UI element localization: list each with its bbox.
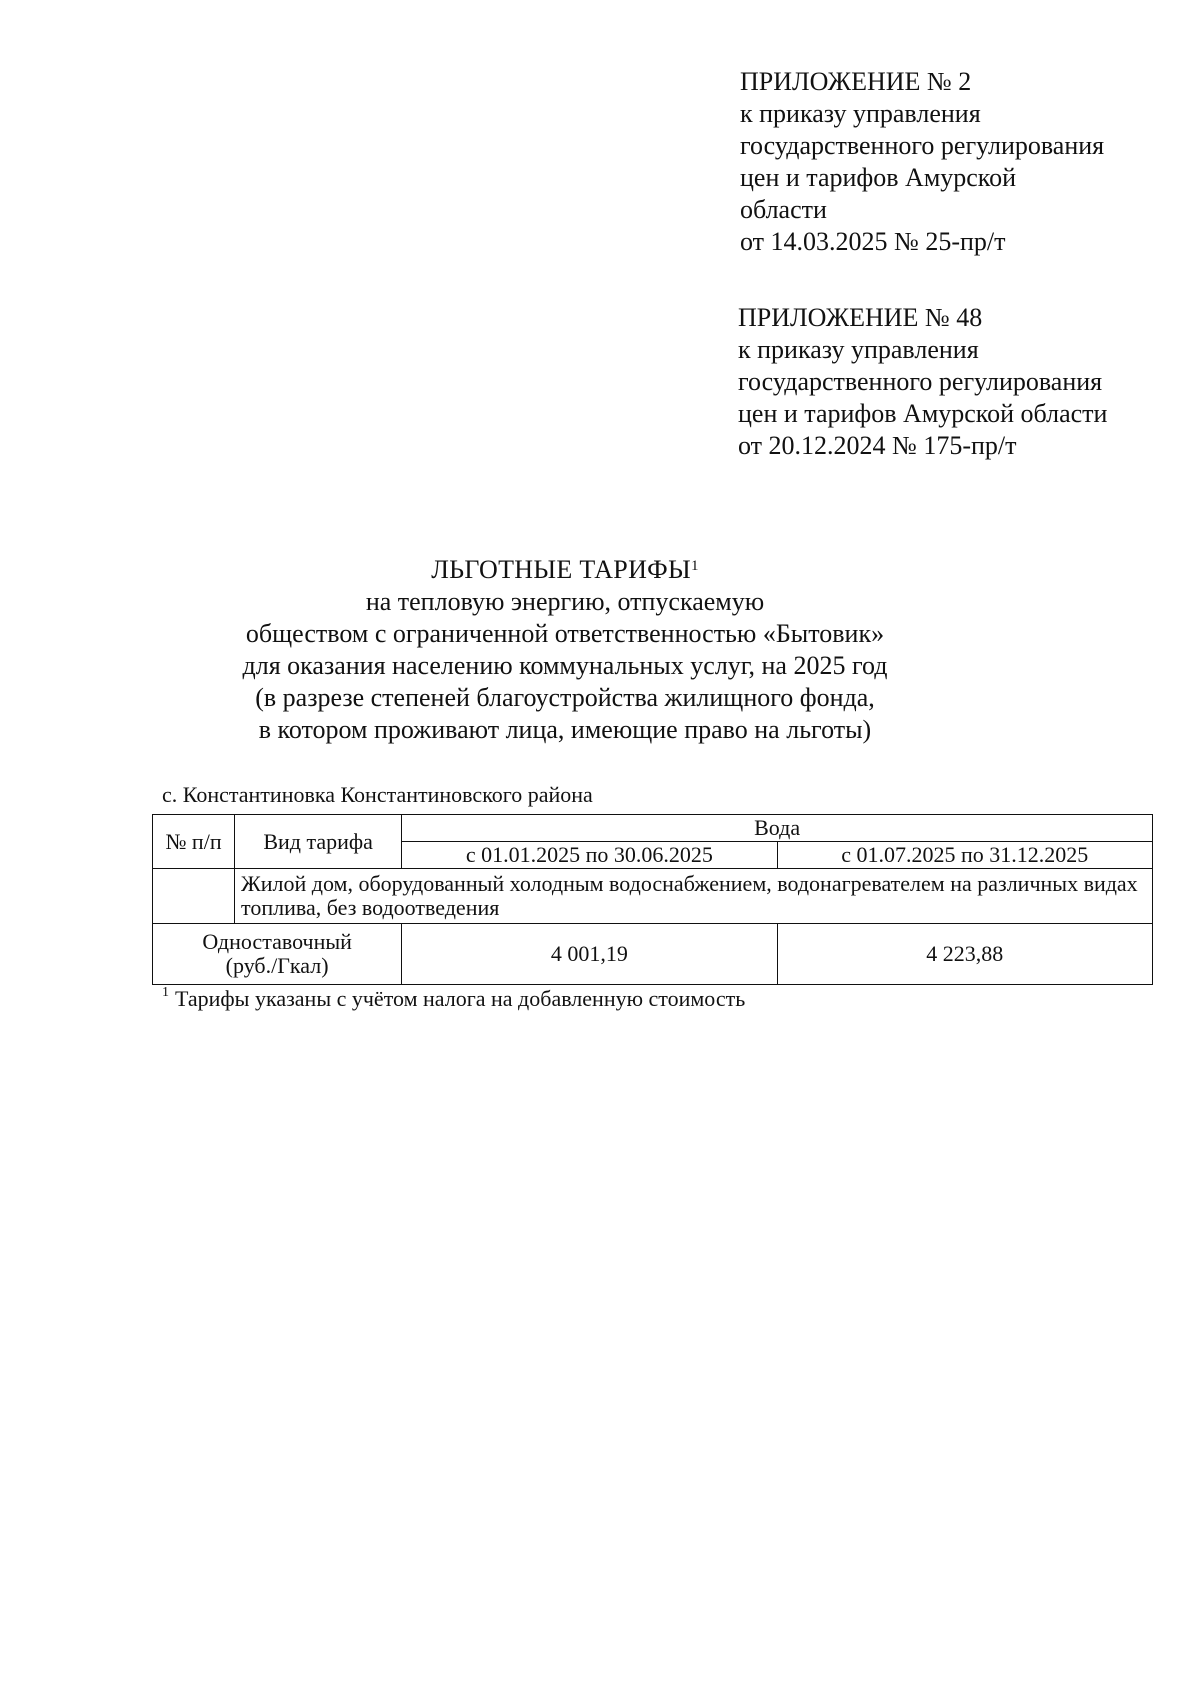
footnote-text: Тарифы указаны с учётом налога на добавленную стоимость bbox=[175, 986, 746, 1011]
header-tariff-kind: Вид тарифа bbox=[235, 815, 402, 869]
appendix-line: цен и тарифов Амурской области bbox=[738, 399, 1108, 428]
appendix-line: государственного регулирования bbox=[740, 131, 1105, 160]
table-header-row bbox=[153, 815, 1153, 842]
tariff-kind-cell bbox=[153, 924, 402, 985]
table-row bbox=[153, 924, 1153, 985]
table-row bbox=[153, 869, 1153, 924]
footnote-mark: 1 bbox=[162, 985, 169, 1000]
appendix-current-header bbox=[740, 66, 1104, 258]
appendix-line: государственного регулирования bbox=[738, 367, 1103, 396]
title-main: ЛЬГОТНЫЕ ТАРИФЫ bbox=[431, 555, 691, 584]
appendix-original-header bbox=[738, 302, 1107, 462]
tariff-table bbox=[152, 814, 1153, 985]
tariff-kind-unit: (руб./Гкал) bbox=[225, 953, 329, 978]
title-line: (в разрезе степеней благоустройства жилищного фонда, bbox=[255, 683, 875, 712]
title-line: для оказания населению коммунальных услуг, на 2025 год bbox=[242, 651, 888, 680]
location-label: с. Константиновка Константиновского района bbox=[162, 782, 593, 807]
header-water-group: Вода bbox=[402, 815, 1153, 842]
appendix-title: ПРИЛОЖЕНИЕ № 48 bbox=[738, 303, 983, 332]
appendix-line: к приказу управления bbox=[738, 335, 979, 364]
appendix-line: области bbox=[740, 195, 827, 224]
title-main-line bbox=[200, 554, 930, 586]
title-footnote-mark: 1 bbox=[690, 558, 699, 574]
description-number-cell bbox=[153, 869, 235, 924]
document-title bbox=[200, 554, 930, 746]
footnote bbox=[162, 986, 745, 1012]
tariff-kind-name: Одноставочный bbox=[202, 929, 352, 954]
tariff-value-period-2: 4 223,88 bbox=[777, 924, 1152, 985]
appendix-order-date: от 14.03.2025 № 25-пр/т bbox=[740, 227, 1006, 256]
appendix-line: к приказу управления bbox=[740, 99, 981, 128]
appendix-order-date: от 20.12.2024 № 175-пр/т bbox=[738, 431, 1017, 460]
title-line: в котором проживают лица, имеющие право на льготы) bbox=[258, 715, 872, 744]
housing-description: Жилой дом, оборудованный холодным водоснабжением, водонагревателем на различных видах топлива, без водоотведения bbox=[235, 869, 1153, 924]
appendix-title: ПРИЛОЖЕНИЕ № 2 bbox=[740, 67, 972, 96]
header-number: № п/п bbox=[153, 815, 235, 869]
title-line: обществом с ограниченной ответственностью «Бытовик» bbox=[245, 619, 885, 648]
header-period-1: с 01.01.2025 по 30.06.2025 bbox=[402, 842, 777, 869]
header-period-2: с 01.07.2025 по 31.12.2025 bbox=[777, 842, 1152, 869]
title-line: на тепловую энергию, отпускаемую bbox=[365, 587, 765, 616]
appendix-line: цен и тарифов Амурской bbox=[740, 163, 1017, 192]
tariff-value-period-1: 4 001,19 bbox=[402, 924, 777, 985]
